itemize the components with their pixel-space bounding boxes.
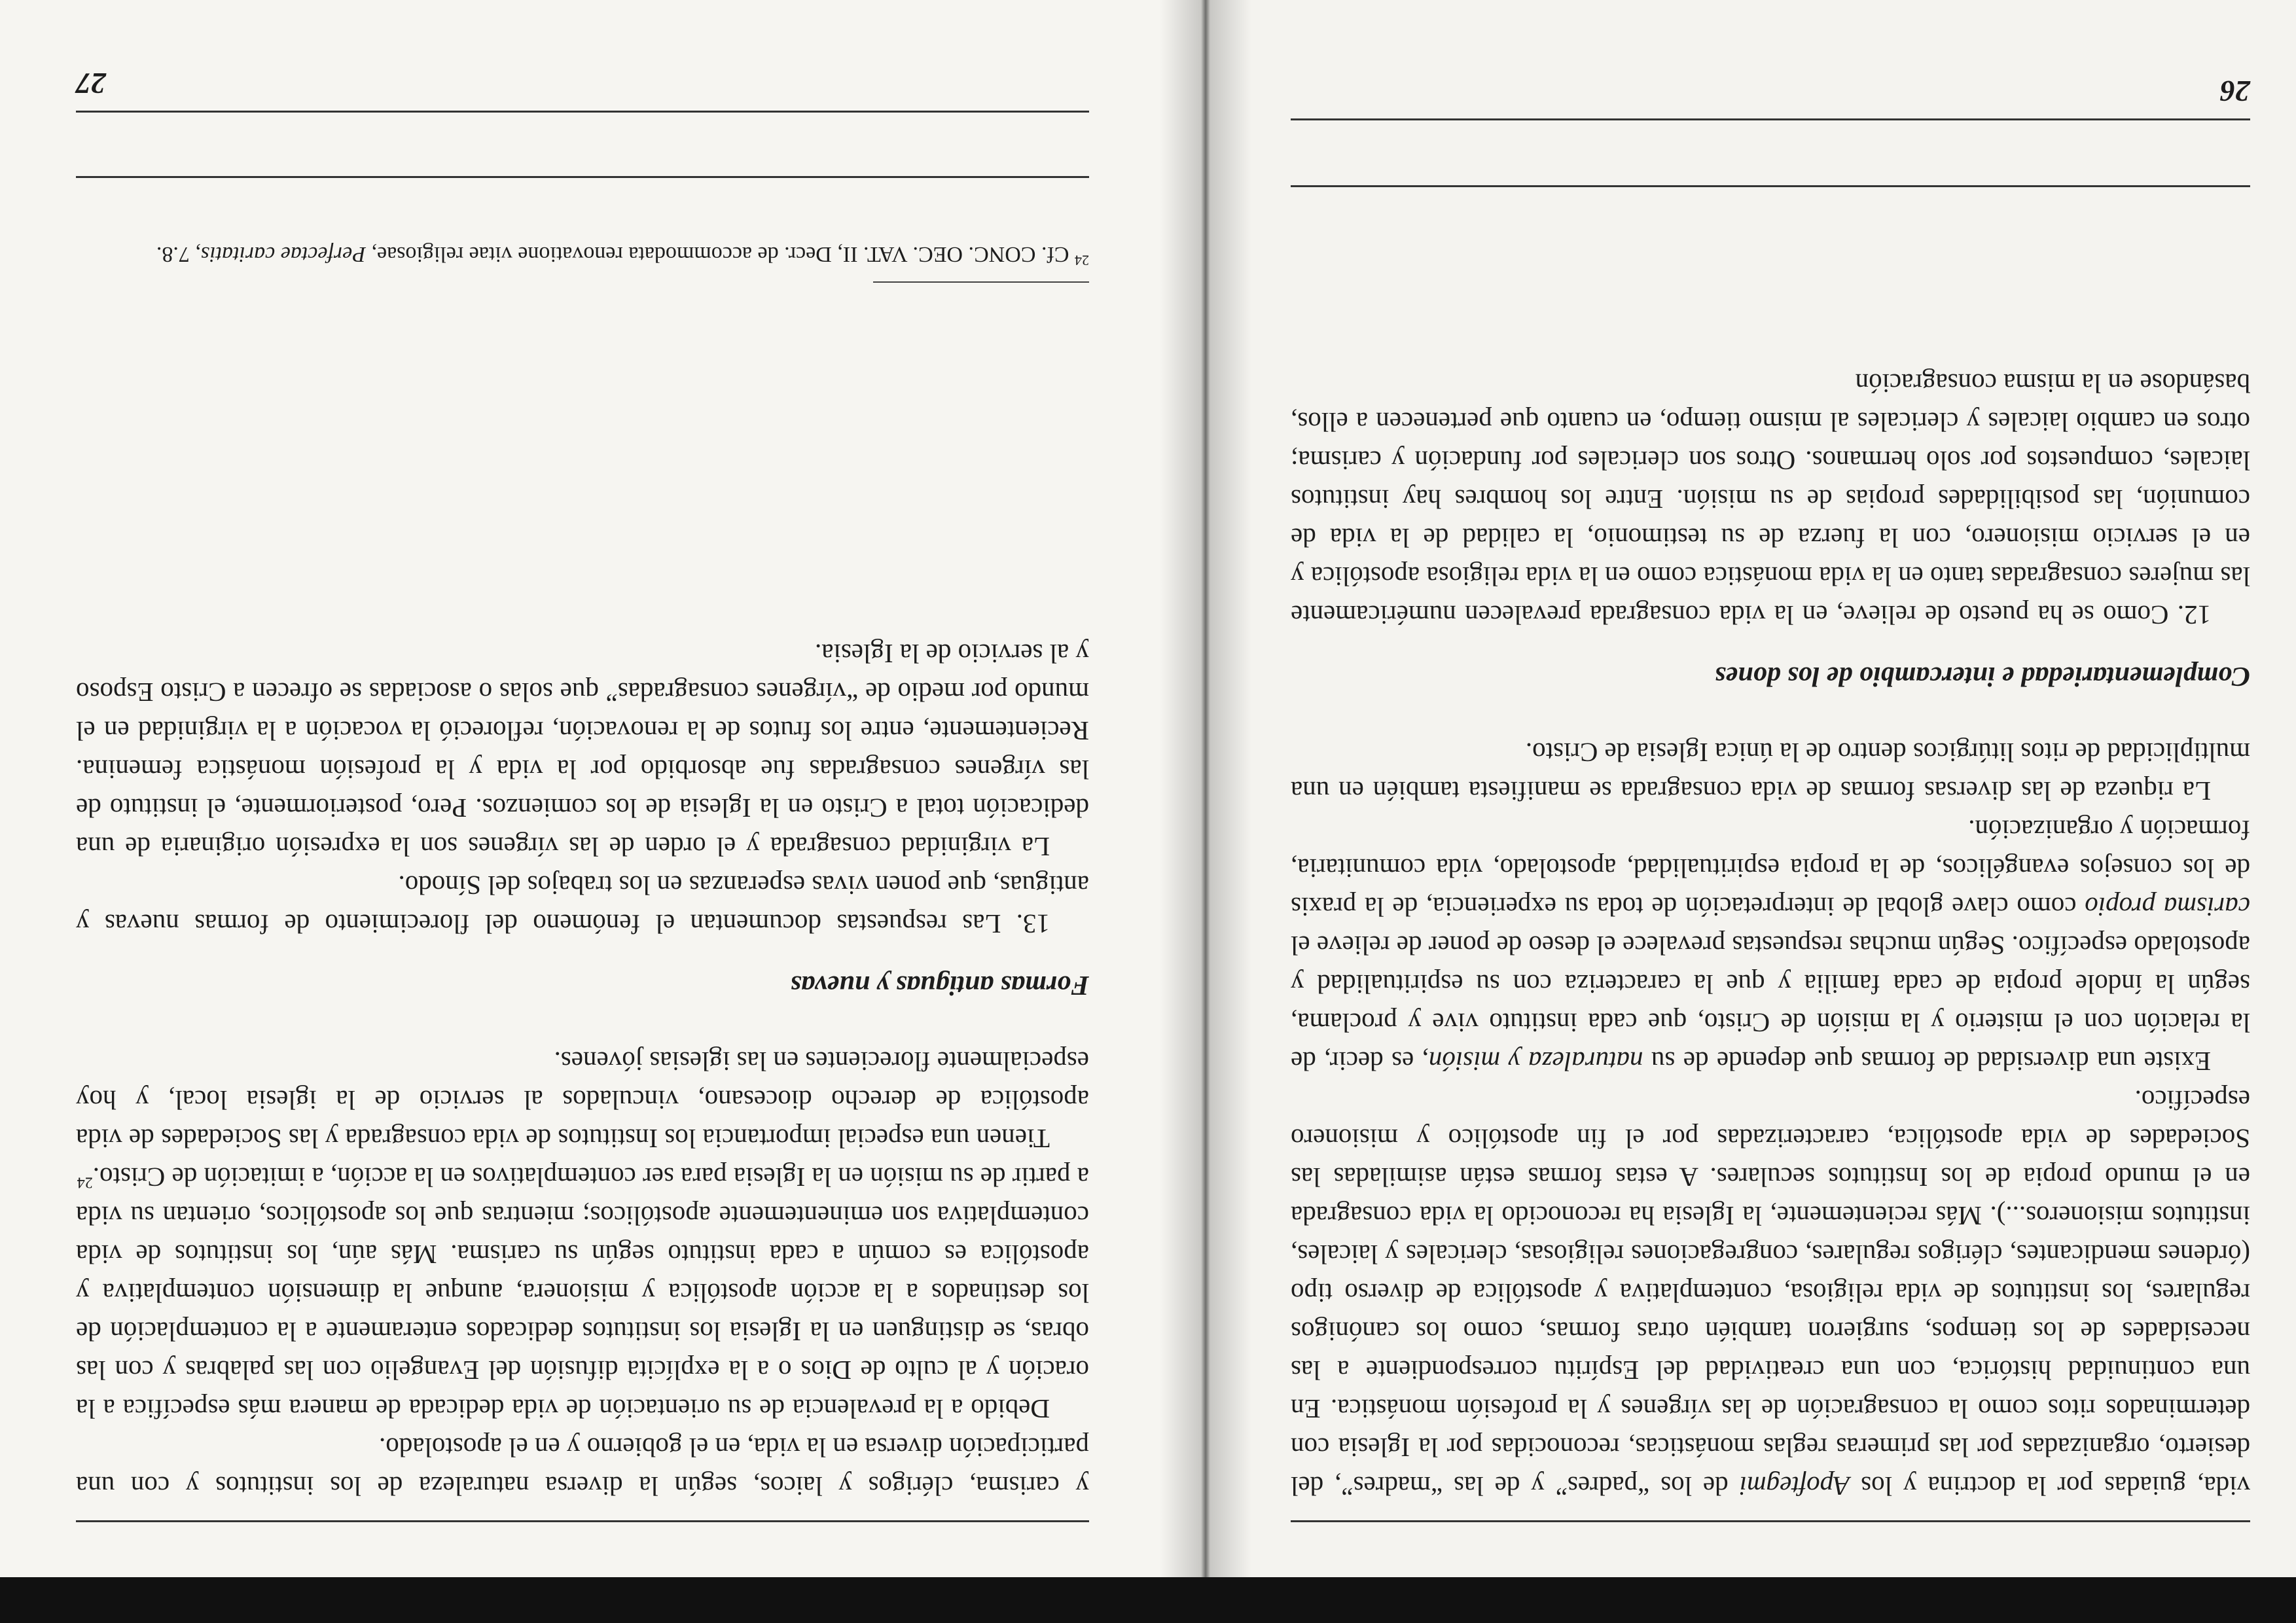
- text-run: de los “padres” y de las “madres”, del desierto, organizadas por las primeras reglas monásticas, reconocidas por la Iglesia con determinados ritos como la consagración de las vírgenes y la profesión monástica. En una continuidad histórica, con una creatividad del Espíritu correspondiente a las necesidades de los tiempos, surgieron también otras formas, como los canónigos regulares, los institutos de vida religiosa, contemplativa y apostólica de diverso tipo (órdenes mendicantes, clérigos regulares, congregaciones religiosas, clericales y laicales, institutos misioneros...). Más recientemente, la Iglesia ha reconocido la vida consagrada en el mundo propia de los Institutos seculares. A estas formas están asimiladas las Sociedades de vida apostólica, caracterizadas por el fin apostólico y misionero específico.: [1291, 1085, 2250, 1501]
- text-run: vida, guiadas por la doctrina y los: [1850, 1471, 2250, 1501]
- paragraph: [76, 1428, 1089, 1505]
- paragraph: [1291, 733, 2250, 810]
- paragraph: [76, 1042, 1089, 1158]
- text-run: La virginidad consagrada y el orden de las vírgenes son la expresión originaria de una dedicación total a Cristo en la Iglesia de los comienzos. Pero, posteriormente, el instituto de las vírgenes consagradas fue absorbido por la vida y la profesión monástica femenina. Recientemente, entre los frutos de la renovación, refloreció la vocación a la virginidad en el mundo por medio de “vírgenes consagradas” que solas o asociadas se ofrecen a Cristo Esposo y al servicio de la Iglesia.: [76, 639, 1089, 862]
- text-run: La riqueza de las diversas formas de vida consagrada se manifiesta también en una multiplicidad de ritos litúrgicos dentro de la única Iglesia de Cristo.: [1291, 738, 2250, 806]
- page-number: 27: [76, 67, 106, 100]
- bottom-rule-2: [1291, 118, 2250, 120]
- footnote-rule: [873, 281, 1089, 283]
- text-run: Perfectae caritatis: [200, 242, 366, 266]
- text-run: , 7.8.: [156, 242, 201, 266]
- top-rule: [76, 1520, 1089, 1522]
- text-run: naturaleza y misión: [1428, 1046, 1643, 1077]
- paragraph: [1291, 1080, 2250, 1505]
- page-27-body: [76, 634, 1089, 1505]
- footnote-mark: 24: [1075, 252, 1089, 269]
- text-run: Debido a la prevalencia de su orientación de vida dedicada de manera más específica a la oración y al culto de Dios o a la explícita difusión del Evangelio con las palabras y con las obras, se distinguen en la Iglesia los institutos dedicados enteramente a la contemplación de los destinados a la acción apostólica y misionera, aunque la dimensión contemplativa y apostólica es común a cada instituto según su carisma. Más aún, los institutos de vida contemplativa son eminentemente apostólicos; mientras que los apostólicos, orientan su vida a partir de su misión en la Iglesia para ser contemplativos en la acción, a imitación de Cristo.: [76, 1162, 1089, 1424]
- paragraph: [1291, 364, 2250, 634]
- page-26-body: [1291, 364, 2250, 1505]
- text-run: 12. Como se ha puesto de relieve, en la vida consagrada prevalecen numéricamente las mujeres consagradas tanto en la vida monástica como en la vida religiosa apostólica y en el servicio misionero, con la fuerza de su testimonio, la calidad de la vida de comunión, las posibilidades propias de su misión. Entre los hombres hay institutos laicales, compuestos por solo hermanos. Otros son clericales por fundación y carisma; otros en cambio laicales y clericales al mismo tiempo, en cuanto que pertenecen a ellos, basándose en la misma consagración: [1291, 368, 2250, 630]
- section-heading: [1291, 656, 2250, 695]
- text-run: Cf. CONC. OEC. VAT. II, Decr. de accommodata renovatione vitae religiosae,: [366, 242, 1075, 266]
- text-run: Existe una diversidad de formas que depende de su: [1643, 1046, 2211, 1077]
- text-run: y carisma, clérigos y laicos, según la diversa naturaleza de los institutos y con una participación diversa en la vida, en el gobierno y en el apostolado.: [76, 1433, 1089, 1501]
- paragraph: [76, 1158, 1089, 1428]
- text-run: Apoftegmi: [1739, 1471, 1850, 1501]
- top-rule: [1291, 1520, 2250, 1522]
- page-number: 26: [2220, 75, 2250, 108]
- text-run: Formas antiguas y nuevas: [790, 970, 1089, 1000]
- text-run: como clave global de interpretación de toda su experiencia, de la praxis de los consejos evangélicos, de la propia espiritualidad, apostolado, vida comunitaria, formación y organización.: [1291, 815, 2250, 922]
- section-heading: [76, 965, 1089, 1004]
- paragraph: [76, 634, 1089, 866]
- bottom-rule-2: [76, 111, 1089, 113]
- paragraph: [1291, 810, 2250, 1080]
- text-run: , es decir, de la relación con el misterio y la misión de Cristo, que cada instituto vive y proclama, según la índole propia de cada familia y que la caracteriza con su espiritualidad y apostolado específico. Según muchas respuestas prevalece el deseo de poner de relieve el: [1291, 931, 2250, 1077]
- bottom-rule: [76, 176, 1089, 178]
- bottom-rule: [1291, 185, 2250, 187]
- text-run: carisma propio: [2085, 892, 2250, 922]
- paragraph: [76, 866, 1089, 943]
- footnote: [76, 238, 1089, 270]
- text-run: Tienen una especial importancia los Institutos de vida consagrada y las Sociedades de vida apostólica de derecho diocesano, vinculados al servicio de la iglesia local, y hoy especialmente florecientes en las iglesias jóvenes.: [76, 1046, 1089, 1154]
- text-run: 13. Las respuestas documentan el fenómeno del florecimiento de formas nuevas y antiguas, que ponen vivas esperanzas en los trabajos del Sínodo.: [76, 870, 1089, 939]
- footnote-reference: 24: [77, 1173, 93, 1191]
- page-26: [1206, 0, 2296, 1577]
- text-run: Complementariedad e intercambio de los dones: [1715, 661, 2250, 691]
